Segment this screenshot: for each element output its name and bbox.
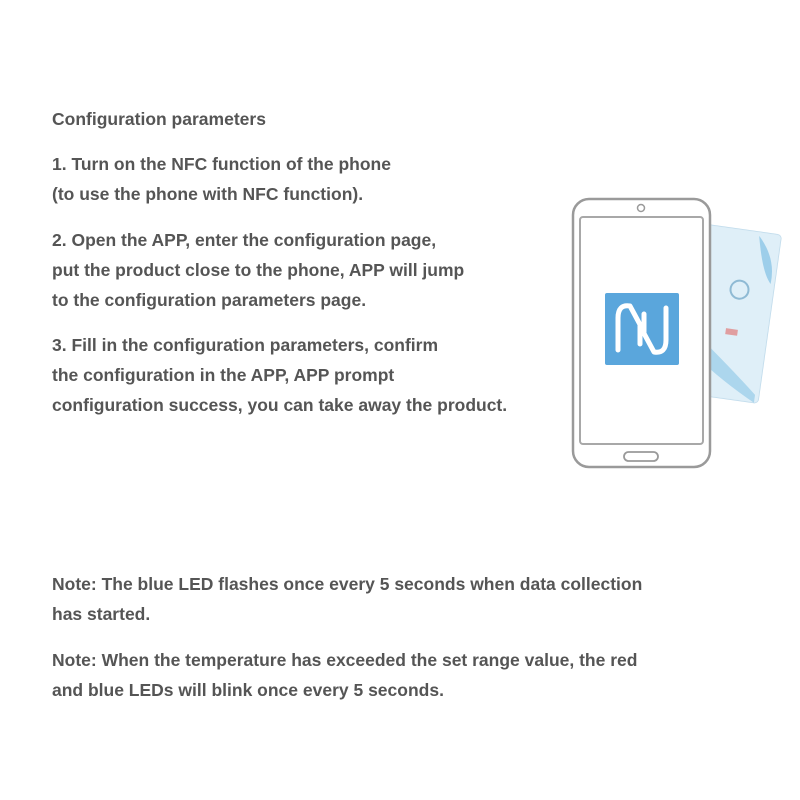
step-3-line-1: 3. Fill in the configuration parameters, confirm — [52, 335, 439, 355]
step-2-line-1: 2. Open the APP, enter the configuration page, — [52, 230, 437, 250]
nfc-icon — [605, 293, 679, 365]
step-2-line-2: put the product close to the phone, APP will jump — [52, 260, 465, 280]
step-3 — [52, 330, 507, 420]
step-3-line-2: the configuration in the APP, APP prompt — [52, 365, 395, 385]
note-2-line-2: and blue LEDs will blink once every 5 seconds. — [52, 680, 444, 700]
step-2-line-3: to the configuration parameters page. — [52, 290, 367, 310]
note-blue-led — [52, 569, 642, 629]
step-1-line-1: 1. Turn on the NFC function of the phone — [52, 154, 391, 174]
note-2-line-1: Note: When the temperature has exceeded the set range value, the red — [52, 650, 638, 670]
note-1-line-2: has started. — [52, 604, 151, 624]
section-title: Configuration parameters — [52, 109, 266, 129]
step-1-line-2: (to use the phone with NFC function). — [52, 184, 364, 204]
note-1-line-1: Note: The blue LED flashes once every 5 seconds when data collection — [52, 574, 643, 594]
step-2 — [52, 225, 464, 315]
phone-nfc-illustration — [560, 190, 790, 480]
step-3-line-3: configuration success, you can take away the product. — [52, 395, 508, 415]
step-1 — [52, 149, 391, 209]
note-temperature-leds — [52, 645, 637, 705]
